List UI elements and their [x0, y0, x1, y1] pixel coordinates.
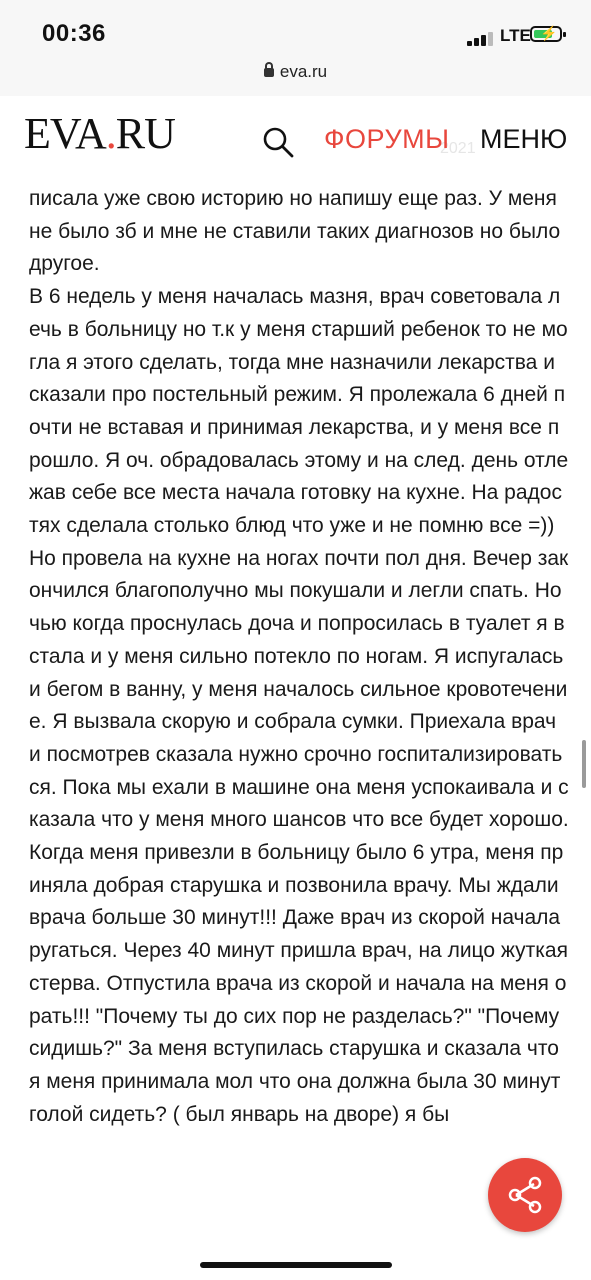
post-body: [29, 183, 569, 1280]
status-time: 00:36: [42, 20, 106, 47]
home-indicator[interactable]: [200, 1262, 392, 1268]
faded-date: 2021: [440, 140, 476, 157]
logo-tld: RU: [115, 109, 175, 158]
share-icon: [488, 1158, 562, 1232]
lock-icon: [264, 68, 274, 77]
forums-link[interactable]: ФОРУМЫ: [324, 124, 450, 154]
network-type: LTE: [500, 26, 531, 45]
site-logo[interactable]: [24, 108, 175, 159]
share-button[interactable]: [488, 1158, 562, 1232]
battery-icon: [530, 26, 562, 42]
charging-icon: ⚡: [540, 25, 558, 41]
post-paragraph-2: В 6 недель у меня началась мазня, врач советовала лечь в больницу но т.к у меня старший ребенок то не могла я этого сделать, тогда мне назначили лекарства и сказали про постельный режим. Я пролежала 6 дней почти не вставая и принимая лекарства, и у меня все прошло. Я оч. обрадовалась этому и на след. день отлежав себе все места начала готовку на кухне. На радостях сделала столько блюд что уже и не помню все =)) Но провела на кухне на ногах почти пол дня. Вечер закончился благополучно мы покушали и легли спать. Ночью когда проснулась доча и попросилась в туалет я встала и у меня сильно потекло по ногам. Я испугалась и бегом в ванну, у меня началось сильное кровотечение. Я вызвала скорую и собрала сумки. Приехала врач и посмотрев сказала нужно срочно госпитализироваться. Пока мы ехали в машине она меня успокаивала и сказала что у меня много шансов что все будет хорошо. Когда меня привезли в больницу было 6 утра, меня приняла добрая старушка и позвонила врачу. Мы ждали врача больше 30 минут!!! Даже врач из скорой начала ругаться. Через 40 минут пришла врач, на лицо жуткая стерва. Отпустила врача из скорой и начала на меня орать!!! "Почему ты до сих пор не разделась?" "Почему сидишь?" За меня вступилась старушка и сказала что я меня принимала мол что она должна была 30 минут голой сидеть? ( был январь на дворе) я бы: [29, 285, 569, 1126]
status-bar: [0, 0, 591, 97]
scrollbar[interactable]: [582, 740, 586, 788]
post-paragraph-1: писала уже свою историю но напишу еще раз. У меня не было зб и мне не ставили таких диагнозов но было другое.: [29, 187, 561, 276]
logo-main: EVA: [24, 109, 106, 158]
address-bar[interactable]: [0, 62, 591, 82]
logo-dot: .: [105, 109, 116, 158]
menu-button[interactable]: МЕНЮ: [480, 124, 568, 154]
site-header: [0, 96, 591, 180]
signal-icon: [467, 30, 495, 46]
url-text: eva.ru: [279, 62, 328, 81]
search-icon[interactable]: [262, 126, 294, 158]
